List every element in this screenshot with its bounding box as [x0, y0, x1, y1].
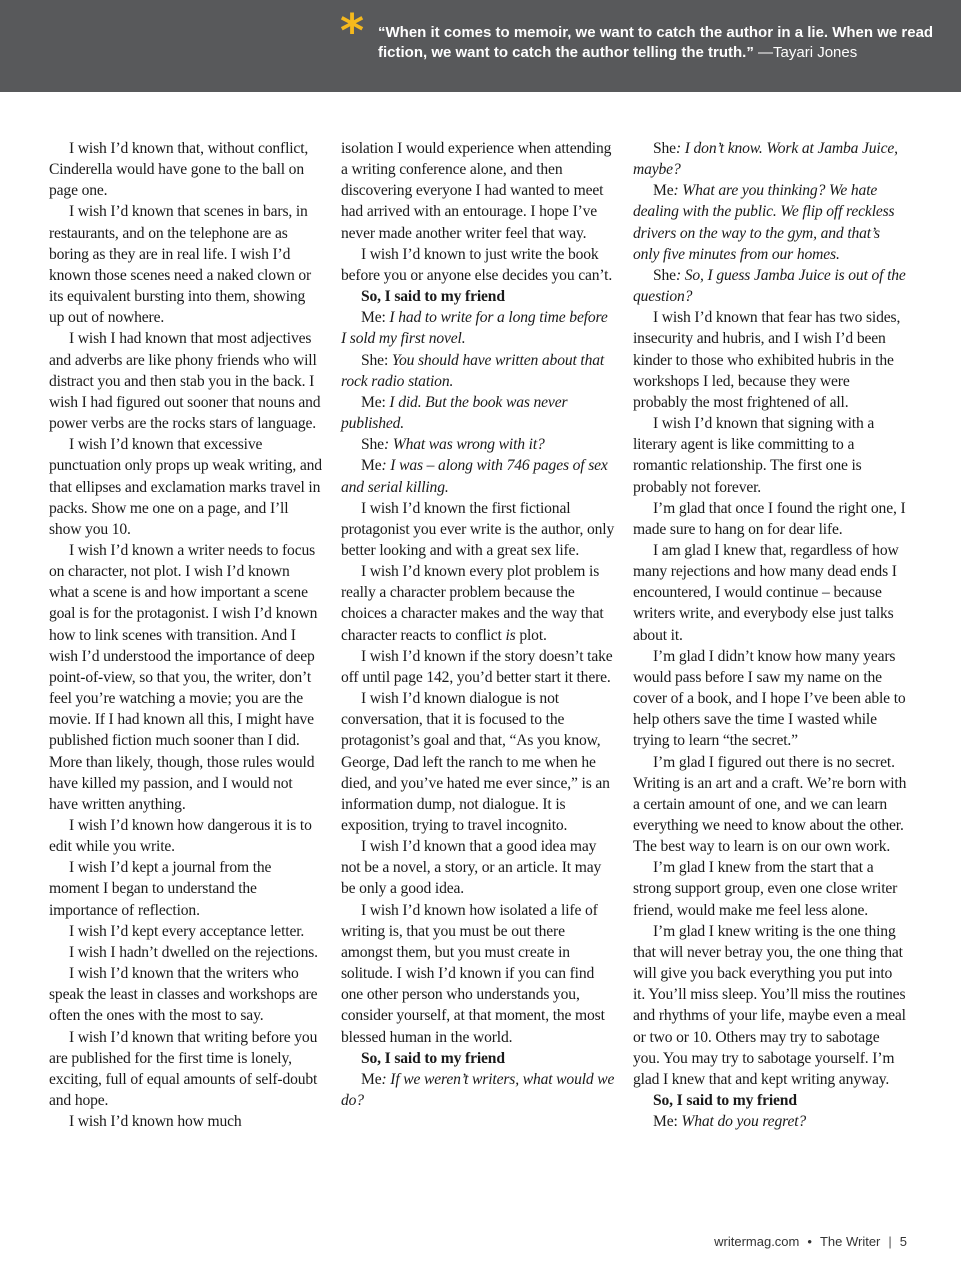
- paragraph: I wish I’d known dialogue is not conversation, that it is focused to the protagonist’s goal and that, “As you know, George, Dad left the ranch to me when he died, and you’ve hated me ever since,” is an information dump, not dialogue. It is exposition, trying to travel incognito.: [341, 690, 610, 834]
- dialogue-line: [341, 434, 615, 455]
- dialogue-line: [341, 307, 615, 349]
- paragraph: I am glad I knew that, regardless of how many rejections and how many dead ends I encountered, I would continue – because writers write, and everybody else just talks about it.: [633, 541, 899, 644]
- footer-magazine: The Writer: [819, 1234, 881, 1249]
- article-column-3: [633, 138, 907, 1132]
- paragraph: I’m glad I knew from the start that a strong support group, even one close writer friend, would make me feel less alone.: [633, 859, 898, 919]
- dialogue-line: [341, 392, 615, 434]
- dialogue-line: [341, 1069, 615, 1111]
- speaker: She: [653, 266, 676, 284]
- dialogue-text: : I don’t know. Work at Jamba Juice, maybe?: [633, 140, 898, 179]
- speaker: Me:: [361, 393, 386, 411]
- paragraph: I wish I’d known that scenes in bars, in restaurants, and on the telephone are as boring as they are in real life. I wish I’d known those scenes need a naked clown or its equivalent bursting into them, showing up out of nowhere.: [49, 203, 312, 327]
- paragraph: I’m glad I figured out there is no secret. Writing is an art and a craft. We’re born with a certain amount of one, and we can learn everything we need to know about the other. The best way to learn is on our own work.: [633, 753, 907, 856]
- pull-quote: [378, 23, 938, 63]
- paragraph-text: I wish I’d known every plot problem is really a character problem because the choices a character makes and the way that character reacts to conflict: [341, 563, 604, 644]
- paragraph: I wish I’d known how dangerous it is to edit while you write.: [49, 817, 312, 856]
- speaker: Me: [653, 182, 674, 200]
- speaker: Me:: [361, 309, 386, 327]
- asterisk-icon: *: [340, 4, 365, 58]
- dialogue-line: [633, 265, 907, 307]
- paragraph: I wish I’d known to just write the book before you or anyone else decides you can’t.: [341, 245, 613, 284]
- paragraph: I wish I’d known how much: [69, 1113, 242, 1131]
- section-heading: So, I said to my friend: [653, 1092, 797, 1110]
- paragraph: I wish I had known that most adjectives and adverbs are like phony friends who will distract you and then stab you in the back. I wish I had figured out sooner that nouns and power verbs are the rocks stars of language.: [49, 330, 321, 433]
- dialogue-text: What do you regret?: [677, 1113, 807, 1131]
- dialogue-text: : If we weren’t writers, what would we do?: [341, 1070, 615, 1110]
- paragraph: I wish I hadn’t dwelled on the rejections.: [69, 943, 318, 961]
- footer-separator: |: [888, 1234, 892, 1249]
- speaker: She: [653, 140, 676, 157]
- speaker: She:: [361, 351, 389, 369]
- paragraph: [341, 561, 615, 646]
- speaker: Me: [361, 457, 382, 475]
- dialogue-text: : So, I guess Jamba Juice is out of the question?: [633, 266, 906, 306]
- emphasis: is: [505, 626, 516, 644]
- section-heading: So, I said to my friend: [361, 1049, 505, 1067]
- paragraph: isolation I would experience when attending a writing conference alone, and then discovering everyone I had wanted to meet had arrived with an entourage. I hope I’ve never made another writer feel that way.: [341, 140, 612, 242]
- paragraph: I’m glad I didn’t know how many years would pass before I saw my name on the cover of a book, and I hope I’ve been able to help others save the time I wasted while trying to learn “the secret.”: [633, 647, 906, 750]
- page-number: 5: [899, 1234, 907, 1249]
- dialogue-text: You should have written about that rock radio station.: [341, 351, 605, 390]
- dialogue-text: : I was – along with 746 pages of sex and serial killing.: [341, 457, 608, 496]
- paragraph: I’m glad I knew writing is the one thing that will never betray you, the one thing that will give you back everything you put into it. You’ll miss sleep. You’ll miss the routines and rhythms of your life, maybe even a meal or two or 10. Others may try to sabotage you. You may try to sabotage yourself. I’m glad I knew that and kept writing anyway.: [633, 922, 906, 1088]
- paragraph: I wish I’d known how isolated a life of writing is, that you must be out there amongst them, but you must create in solitude. I wish I’d known if you can find one other person who understands you, consider yourself, at that moment, the most blessed human in the world.: [341, 901, 605, 1046]
- speaker: She: [361, 436, 384, 454]
- paragraph: I’m glad that once I found the right one, I made sure to hang on for dear life.: [633, 499, 906, 538]
- dialogue-text: : What was wrong with it?: [383, 436, 545, 454]
- paragraph: I wish I’d known that the writers who speak the least in classes and workshops are often the ones with the most to say.: [49, 965, 318, 1025]
- pull-quote-banner: [0, 0, 961, 92]
- paragraph: I wish I’d kept a journal from the moment I began to understand the importance of reflection.: [49, 859, 272, 919]
- article-column-1: [49, 138, 323, 1132]
- paragraph-text: plot.: [515, 626, 547, 644]
- pull-quote-attribution: —Tayari Jones: [753, 44, 858, 61]
- dialogue-line: [633, 138, 907, 180]
- dialogue-line: [633, 1111, 907, 1132]
- dialogue-line: [341, 350, 615, 392]
- dialogue-text: I did. But the book was never published.: [341, 393, 568, 433]
- dialogue-text: I had to write for a long time before I sold my first novel.: [341, 309, 608, 348]
- dialogue-text: : What are you thinking? We hate dealing with the public. We flip off reckless drivers on the way to the gym, and that’s only five minutes from our homes.: [633, 182, 895, 263]
- speaker: Me:: [653, 1113, 678, 1131]
- paragraph: I wish I’d known that signing with a literary agent is like committing to a romantic relationship. The first one is probably not forever.: [633, 415, 875, 496]
- dialogue-line: [341, 455, 615, 497]
- pull-quote-text: “When it comes to memoir, we want to catch the author in a lie. When we read fiction, we want to catch the author telling the truth.”: [378, 24, 934, 61]
- section-heading: So, I said to my friend: [361, 288, 505, 306]
- paragraph: I wish I’d known if the story doesn’t take off until page 142, you’d better start it there.: [341, 647, 613, 686]
- paragraph: I wish I’d known the first fictional protagonist you ever write is the author, only better looking and with a great sex life.: [341, 499, 615, 559]
- paragraph: I wish I’d known that fear has two sides, insecurity and hubris, and I wish I’d been kinder to those who exhibited hubris in the workshops I led, because they were probably the most frightened of all.: [633, 309, 901, 411]
- article-column-2: [341, 138, 615, 1111]
- paragraph: I wish I’d known that excessive punctuation only props up weak writing, and that ellipses and exclamation marks travel in packs. Show me one on a page, and I’ll show you 10.: [49, 436, 322, 538]
- paragraph: I wish I’d known that a good idea may not be a novel, a story, or an article. It may be only a good idea.: [341, 838, 602, 898]
- page-footer: [714, 1234, 907, 1249]
- speaker: Me: [361, 1070, 382, 1088]
- paragraph: I wish I’d kept every acceptance letter.: [69, 922, 305, 940]
- bullet-icon: •: [807, 1234, 812, 1249]
- paragraph: I wish I’d known that, without conflict, Cinderella would have gone to the ball on page one.: [49, 140, 309, 200]
- dialogue-line: [633, 180, 907, 265]
- footer-site: writermag.com: [714, 1234, 800, 1249]
- paragraph: I wish I’d known a writer needs to focus on character, not plot. I wish I’d known what a scene is and how important a scene goal is for the protagonist. I wish I’d known how to link scenes with transition. And I wish I’d understood the importance of deep point-of-view, so that you, the writer, don’t feel you’re watching a movie; you are the movie. If I had known all this, I might have published fiction much sooner than I did. More than likely, though, those rules would have killed my passion, and I would not have written anything.: [49, 541, 318, 813]
- paragraph: I wish I’d known that writing before you are published for the first time is lonely, exciting, full of equal amounts of self-doubt and hope.: [49, 1028, 318, 1110]
